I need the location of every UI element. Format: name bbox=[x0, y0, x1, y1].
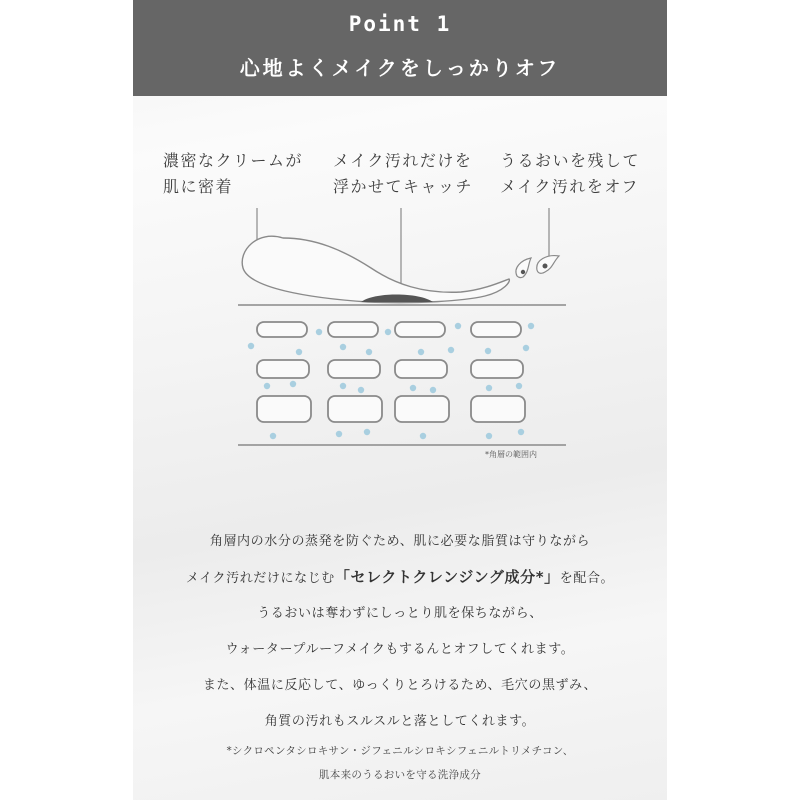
moisture-dot-20 bbox=[270, 433, 276, 439]
corneocyte-cells bbox=[257, 322, 525, 422]
cell-2-0 bbox=[257, 396, 311, 422]
body-line-4: ウォータープルーフメイクもするんとオフしてくれます。 bbox=[225, 642, 575, 657]
moisture-dot-19 bbox=[516, 383, 522, 389]
skin-layer-diagram bbox=[133, 96, 667, 466]
footnote-line-1: *シクロペンタシロキサン・ジフェニルシロキシフェニルトリメチコン、 bbox=[226, 745, 574, 757]
moisture-dot-10 bbox=[485, 348, 491, 354]
droplet-small-dot bbox=[521, 270, 525, 274]
moisture-dot-15 bbox=[358, 387, 364, 393]
moisture-dot-24 bbox=[486, 433, 492, 439]
cell-0-1 bbox=[328, 322, 378, 337]
cell-0-0 bbox=[257, 322, 307, 337]
selected-cleansing-ingredient: 「セレクトクレンジング成分*」 bbox=[334, 568, 560, 586]
label-catch-makeup: メイク汚れだけを 浮かせてキャッチ bbox=[333, 151, 474, 196]
point-subtitle: 心地よくメイクをしっかりオフ bbox=[239, 56, 561, 80]
cell-2-3 bbox=[471, 396, 525, 422]
moisture-dot-3 bbox=[528, 323, 534, 329]
cell-1-3 bbox=[471, 360, 523, 378]
moisture-dot-1 bbox=[385, 329, 391, 335]
moisture-dot-23 bbox=[420, 433, 426, 439]
label-cream-adheres: 濃密なクリームが 肌に密着 bbox=[163, 151, 304, 196]
body-line-3: うるおいは奪わずにしっとり肌を保ちながら、 bbox=[257, 606, 543, 621]
cell-1-0 bbox=[257, 360, 309, 378]
moisture-dot-25 bbox=[518, 429, 524, 435]
footnote-line-2: 肌本来のうるおいを守る洗浄成分 bbox=[319, 769, 481, 781]
moisture-dot-18 bbox=[486, 385, 492, 391]
moisture-dot-9 bbox=[448, 347, 454, 353]
body-line-6: 角質の汚れもスルスルと落としてくれます。 bbox=[264, 714, 536, 729]
cream-blob bbox=[242, 236, 509, 302]
droplet-large-dot bbox=[543, 264, 548, 269]
moisture-dot-0 bbox=[316, 329, 322, 335]
moisture-dot-14 bbox=[340, 383, 346, 389]
moisture-dot-21 bbox=[336, 431, 342, 437]
content-panel bbox=[133, 0, 667, 800]
moisture-dot-16 bbox=[410, 385, 416, 391]
moisture-dot-4 bbox=[248, 343, 254, 349]
droplet-small bbox=[516, 258, 531, 278]
droplet-large bbox=[537, 256, 559, 274]
moisture-dot-22 bbox=[364, 429, 370, 435]
cell-2-1 bbox=[328, 396, 382, 422]
cell-1-1 bbox=[328, 360, 380, 378]
diagram-note: *角層の範囲内 bbox=[485, 450, 537, 459]
moisture-dot-2 bbox=[455, 323, 461, 329]
cell-0-3 bbox=[471, 322, 521, 337]
point-title: Point 1 bbox=[348, 12, 452, 36]
moisture-dot-17 bbox=[430, 387, 436, 393]
body-line-1: 角層内の水分の蒸発を防ぐため、肌に必要な脂質は守りながら bbox=[209, 534, 591, 549]
body-line-2: メイク汚れだけになじむ「セレクトクレンジング成分*」を配合。 bbox=[185, 568, 615, 586]
moisture-dot-13 bbox=[290, 381, 296, 387]
cell-2-2 bbox=[395, 396, 449, 422]
moisture-dot-7 bbox=[366, 349, 372, 355]
moisture-dot-12 bbox=[264, 383, 270, 389]
moisture-dot-8 bbox=[418, 349, 424, 355]
moisture-dot-11 bbox=[523, 345, 529, 351]
moisture-dot-6 bbox=[340, 344, 346, 350]
header-banner bbox=[133, 0, 667, 96]
body-line-5: また、体温に反応して、ゆっくりとろけるため、毛穴の黒ずみ、 bbox=[202, 678, 598, 693]
cell-0-2 bbox=[395, 322, 445, 337]
moisture-dot-5 bbox=[296, 349, 302, 355]
cell-1-2 bbox=[395, 360, 447, 378]
label-remove-makeup: うるおいを残して メイク汚れをオフ bbox=[500, 151, 641, 196]
